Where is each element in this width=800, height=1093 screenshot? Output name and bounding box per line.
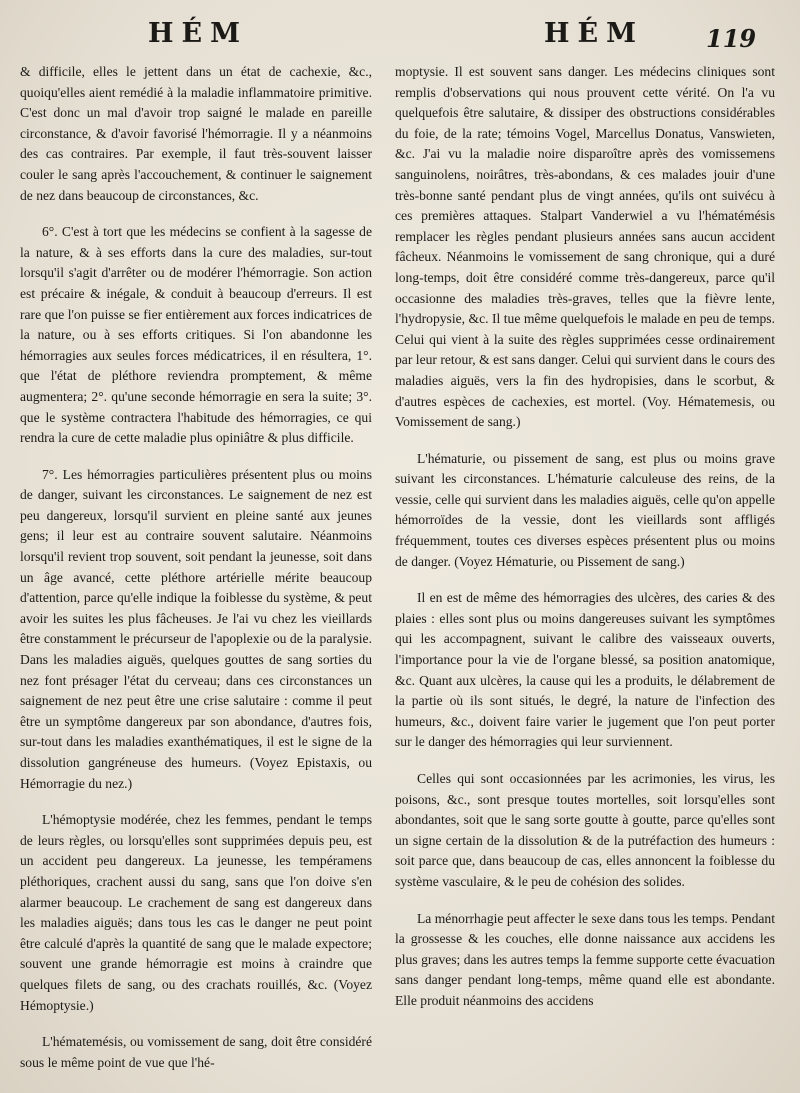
paragraph: 6°. C'est à tort que les médecins se confient à la sagesse de la nature, & à ses efforts dans la cure des maladies, sur-tout lorsqu'il s'agit d'arrêter ou de modérer l'hémorragie. Son action est précaire & inégale, & conduit à beaucoup d'erreurs. Il est rare que l'on puisse se fier entièrement aux forces indicatrices de la nature, ou à ses efforts critiques. Si l'on abandonne les hémorragies aux seules forces médicatrices, il en résultera, 1°. que l'état de pléthore reviendra promptement, & même augmentera; 2°. qu'une seconde hémorragie en sera la suite; 3°. que le système contractera l'habitude des hémorragies, ce qui rendra la cure de cette maladie plus opiniâtre & plus difficile. xyxy=(20,224,372,446)
paragraph: La ménorrhagie peut affecter le sexe dans tous les temps. Pendant la grossesse & les couches, elle donne naissance aux accidens les plus graves; dans les autres temps la femme supporte cette évacuation sans danger pendant long-temps, même quand elle est abondante. Elle produit néanmoins des accidens xyxy=(395,910,775,1008)
running-header xyxy=(0,12,800,52)
paragraph: 7°. Les hémorragies particulières présentent plus ou moins de danger, suivant les circonstances. Le saignement de nez est peu dangereux, lorsqu'il survient en pleine santé aux jeunes gens; il leur est au contraire souvent salutaire. Néanmoins lorsqu'il revient trop souvent, soit pendant la jeunesse, soit dans un âge avancé, cette pléthore artérielle mérite beaucoup d'attention, parce qu'elle indique la foiblesse du système, & peut avoir les suites les plus fâcheuses. Je l'ai vu chez les vieillards être constamment le précurseur de l'apoplexie ou de la paralysie. Dans les maladies aiguës, quelques gouttes de sang sorties du nez font présager l'état du cerveau; dans ces circonstances un saignement de nez peut être une crise salutaire : comme il peut être un symptôme dangereux par son abondance, d'autres fois, sur-tout dans les maladies exanthématiques, il est le signe de la dissolution gangréneuse des humeurs. (Voyez Epistaxis, ou Hémorragie du nez.) xyxy=(20,466,372,791)
paragraph: moptysie. Il est souvent sans danger. Les médecins cliniques sont remplis d'observations qui nous prouvent cette vérité. On l'a vu quelquefois être salutaire, & dissiper des obstructions considérables du foie, de la rate; témoins Vogel, Marcellus Donatus, Vanswieten, &c. J'ai vu la maladie noire disparoître après des vomissemens sanguinolens, noirâtres, très-abondans, & ces malades jouir d'une très-bonne santé pendant plus de vingt années, qu'ils ont suivécu à ces premières attaques. Stalpart Vanderwiel a vu l'hématémésis remplacer les règles pendant plusieurs années sans aucun accident fâcheux. Néanmoins le vomissement de sang chronique, qui a duré long-temps, doit être considéré comme très-dangereux, parce qu'il occasionne des maladies très-graves, telles que la fièvre lente, l'hydropysie, &c. Il tue même quelquefois le malade en peu de temps. Celui qui vient à la suite des règles supprimées cesse ordinairement par leur retour, & est sans danger. Celui qui survient dans le cours des maladies aiguës, vers la fin des hydropisies, dans le scorbut, & d'autres espèces de cachexies, est mortel. (Voy. Hématemesis, ou Vomissement de sang.) xyxy=(395,64,775,430)
page-number: 119 xyxy=(706,24,757,53)
paragraph: L'hémoptysie modérée, chez les femmes, pendant le temps de leurs règles, ou lorsqu'elles sont supprimées depuis peu, est un accident peu dangereux. La jeunesse, les tempéramens pléthoriques, crachent aussi du sang, sans que l'on doive s'en alarmer beaucoup. Le crachement de sang est dangereux dans les maladies aiguës; dans tous les cas le danger ne peut point être calculé d'après la quantité de sang que le malade expectore; souvent une grande hémorragie est moins à craindre que quelques filets de sang, ou des crachats rouillés, &c. (Voyez Hémoptysie.) xyxy=(20,812,372,1013)
paragraph: L'hématemésis, ou vomissement de sang, doit être considéré sous le même point de vue que l'hé- xyxy=(20,1034,372,1070)
right-column xyxy=(395,62,775,1012)
left-running-title: HÉM xyxy=(148,18,248,49)
paragraph: L'hématurie, ou pissement de sang, est plus ou moins grave suivant les circonstances. L'hématurie calculeuse des reins, de la vessie, celle qui survient dans les maladies aiguës, celle qu'on appelle hémorroïdes de la vessie, dont les vieillards sont affligés fréquemment, toutes ces diverses espèces présentent plus ou moins de danger. (Voyez Hématurie, ou Pissement de sang.) xyxy=(395,450,775,569)
paragraph: Celles qui sont occasionnées par les acrimonies, les virus, les poisons, &c., sont presque toutes mortelles, soit lorsqu'elles sont abondantes, soit que le sang sorte goutte à goutte, parce qu'elles sont un signe certain de la dissolution & de la putréfaction des humeurs : soit parce que, dans beaucoup de cas, elles annoncent la foiblesse du système vasculaire, & le peu de cohésion des solides. xyxy=(395,771,775,889)
left-column xyxy=(20,62,372,1073)
paragraph: Il en est de même des hémorragies des ulcères, des caries & des plaies : elles sont plus ou moins dangereuses suivant les symptômes qui les accompagnent, suivant le calibre des vaisseaux ouverts, l'importance pour la vie de l'organe blessé, sa position anatomique, &c. Quant aux ulcères, la cause qui les a produits, le délabrement de la partie où ils sont situés, le degré, la nature de l'infection des humeurs, &c., doivent faire varier le jugement que l'on peut porter sur le danger des hémorragies qui leur surviennent. xyxy=(395,590,775,750)
right-running-title: HÉM xyxy=(544,18,644,49)
paragraph: & difficile, elles le jettent dans un état de cachexie, &c., quoiqu'elles aient remédié à la maladie inflammatoire primitive. C'est donc un mal d'avoir trop saigné le malade en pareille circonstance, & d'avoir favorisé l'hémorragie. Il y a néanmoins des cas contraires. Par exemple, il faut très-souvent laisser couler le sang après l'accouchement, & continuer le saignement de nez dans beaucoup de circonstances, &c. xyxy=(20,64,372,203)
